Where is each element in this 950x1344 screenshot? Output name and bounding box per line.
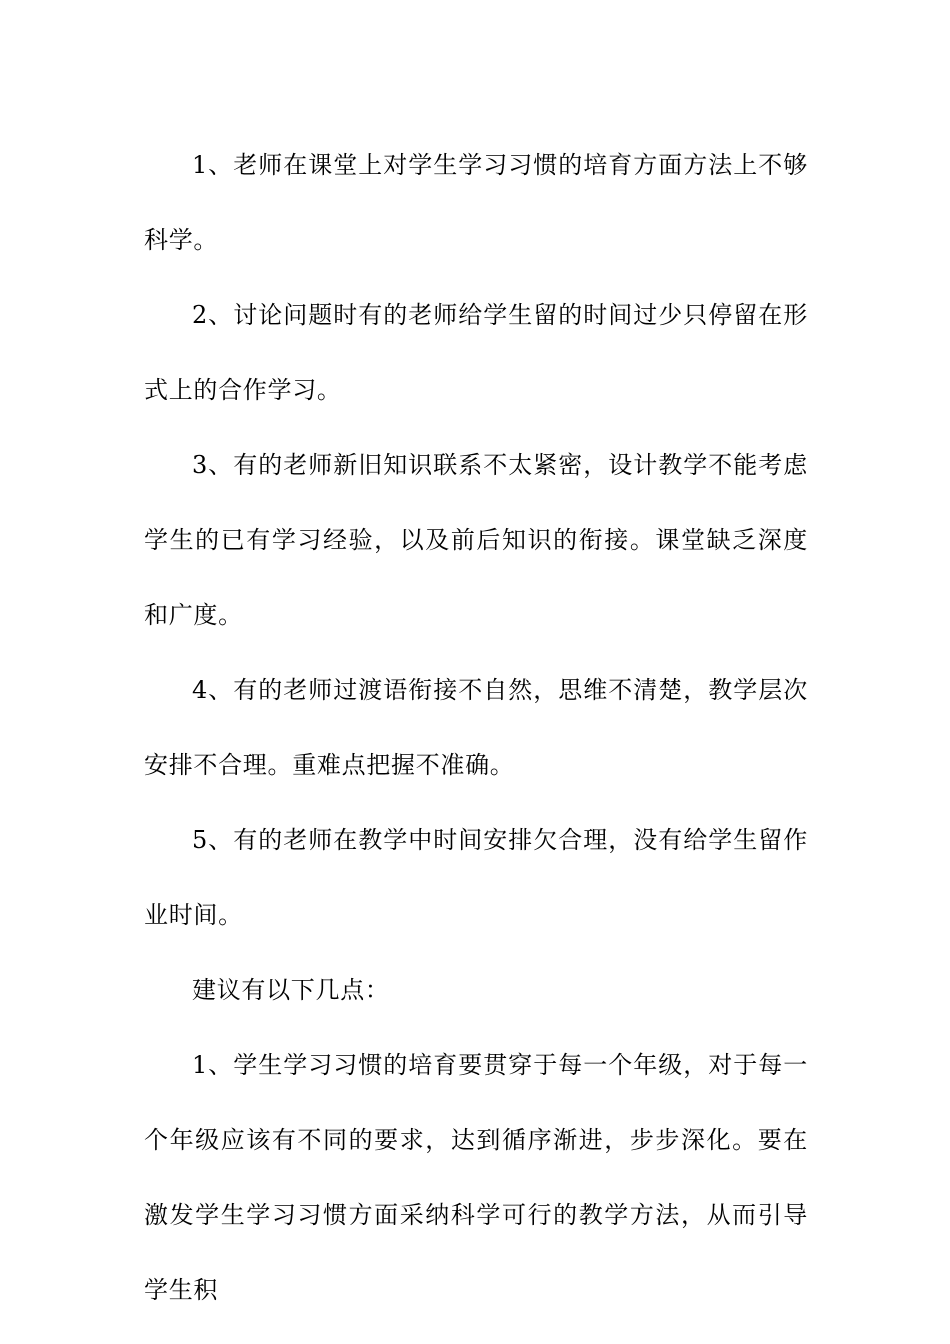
- paragraph-issue-2: 2、讨论问题时有的老师给学生留的时间过少只停留在形式上的合作学习。: [144, 301, 808, 404]
- paragraph-issue-1: 1、老师在课堂上对学生学习习惯的培育方面方法上不够科学。: [144, 151, 808, 254]
- paragraph-suggestions-heading: 建议有以下几点：: [192, 976, 390, 1004]
- paragraph-suggestion-1: 1、学生学习习惯的培育要贯穿于每一个年级，对于每一个年级应该有不同的要求，达到循序渐进，步步深化。要在激发学生学习习惯方面采纳科学可行的教学方法，从而引导学生积: [144, 1051, 808, 1304]
- paragraph-issue-5: 5、有的老师在教学中时间安排欠合理，没有给学生留作业时间。: [144, 826, 808, 929]
- paragraph-issue-3: 3、有的老师新旧知识联系不太紧密，设计教学不能考虑学生的已有学习经验，以及前后知识的衔接。课堂缺乏深度和广度。: [144, 451, 808, 629]
- paragraph-issue-4: 4、有的老师过渡语衔接不自然，思维不清楚，教学层次安排不合理。重难点把握不准确。: [144, 676, 808, 779]
- document-body: [144, 128, 808, 1328]
